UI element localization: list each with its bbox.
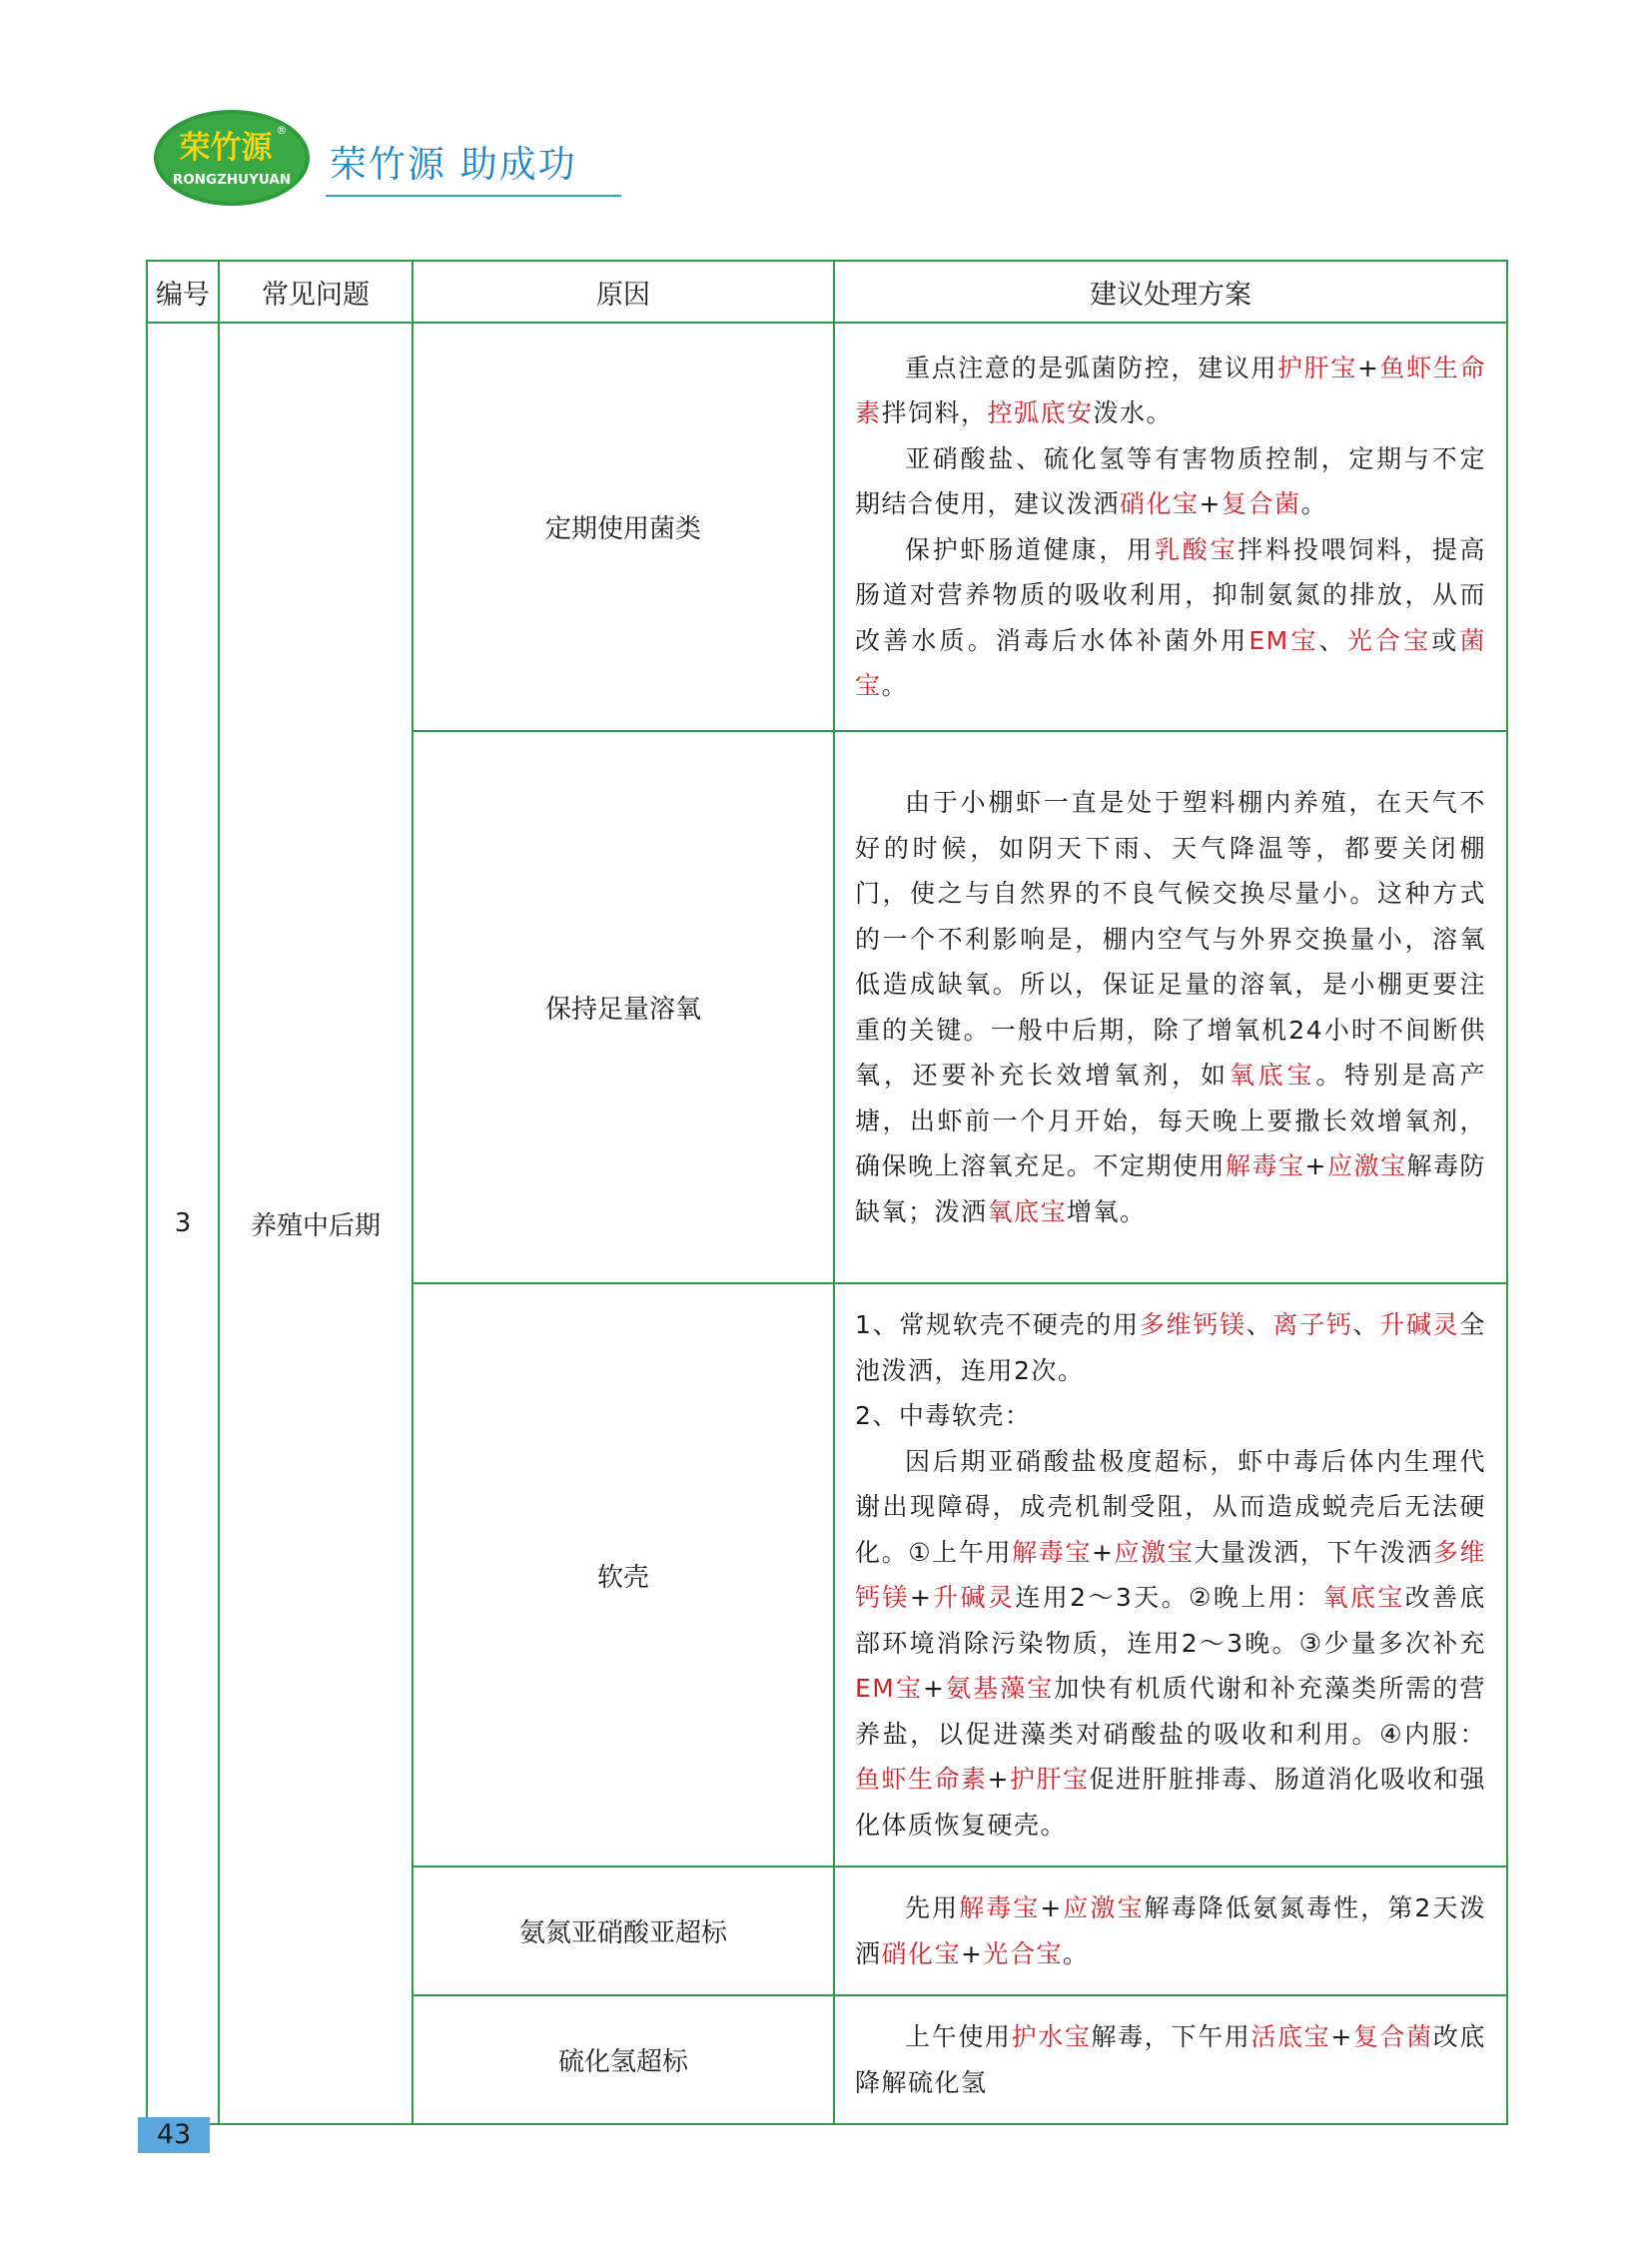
product-name: 氧底宝 [1229,1061,1316,1090]
advice-text: + [961,1938,984,1968]
product-name: 护水宝 [1011,2022,1092,2051]
product-name: 解毒宝 [1226,1151,1305,1180]
product-name: 解毒宝 [959,1893,1041,1922]
advice-text: 、 [1352,1310,1380,1339]
header-advice: 建议处理方案 [834,261,1507,323]
advice-paragraph [855,1393,1486,1439]
advice-paragraph [855,1885,1486,1976]
advice-text: 解毒防缺氧；泼洒 [855,1151,1487,1226]
product-name: 硝化宝 [881,1938,962,1968]
advice-text: 、 [1318,625,1347,655]
product-name: 鱼虾生命素 [855,353,1486,427]
product-name: 乳酸宝 [1154,534,1239,564]
header-number: 编号 [147,261,219,323]
advice-cell [834,731,1507,1283]
cause-cell: 保持足量溶氧 [413,731,834,1283]
advice-text: + [1040,1893,1063,1922]
product-name: 鱼虾生命素 [855,1765,988,1794]
advice-paragraph [855,346,1486,436]
slogan-underline [326,195,621,197]
product-name: 光合宝 [983,1938,1063,1968]
product-name: EM宝 [1248,625,1319,655]
table-header-row [147,261,1507,323]
advice-text: 先用 [905,1893,960,1922]
product-name: 氨基藻宝 [945,1674,1055,1703]
advice-text: 解毒，下午用 [1091,2022,1251,2051]
advice-text: 拌饲料， [881,398,988,427]
advice-text: 重点注意的是弧菌防控，建议用 [905,353,1278,382]
advice-text: + [923,1674,946,1703]
advice-text: 增氧。 [1067,1196,1147,1226]
advice-text: 保护虾肠道健康，用 [905,534,1155,564]
product-name: 多维钙镁 [855,1537,1486,1612]
product-name: 复合菌 [1352,2022,1433,2051]
product-name: 升碱灵 [1379,1310,1460,1339]
advice-paragraph [855,436,1486,527]
product-name: 应激宝 [1114,1537,1195,1567]
cause-cell: 氨氮亚硝酸亚超标 [413,1867,834,1995]
advice-text: 加快有机质代谢和补充藻类所需的营养盐，以促进藻类对硝酸盐的吸收和利用。④内服： [855,1674,1486,1749]
advice-paragraph [855,527,1486,709]
header-problem: 常见问题 [219,261,413,323]
advice-text: 拌料投喂饲料，提高肠道对营养物质的吸收利用，抑制氨氮的排放，从而改善水质。消毒后水体补菌外用 [855,534,1486,655]
advice-text: 解毒降低氨氮毒性，第2天泼洒 [855,1893,1486,1968]
advice-text: + [1330,2022,1353,2051]
advice-text: 大量泼洒，下午泼洒 [1194,1537,1433,1567]
advice-text: 改底降解硫化氢 [855,2022,1486,2097]
advice-text: 全池泼洒，连用2次。 [855,1310,1486,1385]
advice-paragraph [855,2014,1486,2105]
product-name: 氧底宝 [987,1196,1068,1226]
product-name: 护肝宝 [1277,353,1357,382]
advice-text: 因后期亚硝酸盐极度超标，虾中毒后体内生理代谢出现障碍，成壳机制受阻，从而造成蜕壳后无法硬化。①上午用 [855,1446,1486,1567]
product-name: 升碱灵 [932,1583,1016,1612]
slogan: 荣竹源 助成功 [330,143,577,186]
advice-text: + [1199,489,1222,518]
product-name: EM宝 [855,1674,924,1703]
advice-cell [834,1867,1507,1995]
product-name: 解毒宝 [1012,1537,1092,1567]
advice-text: 上午使用 [905,2022,1012,2051]
header-cause: 原因 [413,261,834,323]
product-name: 复合菌 [1221,489,1301,518]
row-problem: 养殖中后期 [219,323,413,2124]
product-name: 应激宝 [1062,1893,1145,1922]
row-number: 3 [147,323,219,2124]
advice-paragraph [855,1439,1486,1849]
advice-text: 连用2～3天。②晚上用： [1015,1583,1323,1612]
advice-text: 改善底部环境消除污染物质，连用2～3晚。③少量多次补充 [855,1583,1486,1658]
page-number: 43 [138,2117,210,2153]
advice-text: 2、中毒软壳： [855,1401,1032,1430]
cause-cell: 硫化氢超标 [413,1995,834,2124]
advice-text: 1、常规软壳不硬壳的用 [855,1310,1140,1339]
advice-text: 。 [881,671,909,700]
advice-text: + [1091,1537,1115,1567]
advice-text: + [987,1765,1010,1794]
advice-text: 亚硝酸盐、硫化氢等有害物质控制，定期与不定期结合使用，建议泼洒 [855,443,1486,518]
logo-chinese-text: 荣竹源 [179,130,273,166]
product-name: 光合宝 [1346,625,1432,655]
advice-paragraph [855,780,1486,1234]
product-name: 护肝宝 [1009,1765,1090,1794]
advice-cell [834,1995,1507,2124]
advice-text: 由于小棚虾一直是处于塑料棚内养殖，在天气不好的时候，如阴天下雨、天气降温等，都要关闭棚门，使之与自然界的不良气候交换尽量小。这种方式的一个不利影响是，棚内空气与外界交换量小，溶氧低造成缺氧。所以，保证足量的溶氧，是小棚更要注重的关键。一般中后期，除了增氧机24小时不间断供氧，还要补充长效增氧剂，如 [855,788,1486,1090]
advice-text: 或 [1431,625,1460,655]
advice-text: 、 [1245,1310,1273,1339]
product-name: 活底宝 [1250,2022,1331,2051]
brand-logo [152,108,312,208]
product-name: 硝化宝 [1120,489,1200,518]
product-name: 离子钙 [1272,1310,1353,1339]
advice-text: 。 [1300,489,1328,518]
product-name: 菌宝 [855,625,1486,700]
product-name: 控弧底安 [987,398,1094,427]
advice-text: + [1356,353,1380,382]
advice-table [146,260,1508,2125]
advice-text: + [909,1583,933,1612]
product-name: 多维钙镁 [1139,1310,1246,1339]
advice-text: 。特别是高产塘，出虾前一个月开始，每天晚上要撒长效增氧剂，确保晚上溶氧充足。不定期使用 [855,1061,1486,1180]
logo-registered-mark: ® [276,124,288,137]
advice-cell [834,1283,1507,1867]
product-name: 氧底宝 [1322,1583,1405,1612]
logo-english-text: RONGZHUYUAN [172,172,292,188]
advice-text: 。 [1063,1938,1090,1968]
advice-cell [834,323,1507,731]
product-name: 应激宝 [1326,1151,1407,1180]
advice-text: 促进肝脏排毒、肠道消化吸收和强化体质恢复硬壳。 [855,1765,1486,1840]
cause-cell: 定期使用菌类 [413,323,834,731]
advice-text: 泼水。 [1093,398,1174,427]
table-row [147,323,1507,731]
cause-cell: 软壳 [413,1283,834,1867]
advice-text: + [1304,1151,1327,1180]
advice-paragraph [855,1302,1486,1393]
